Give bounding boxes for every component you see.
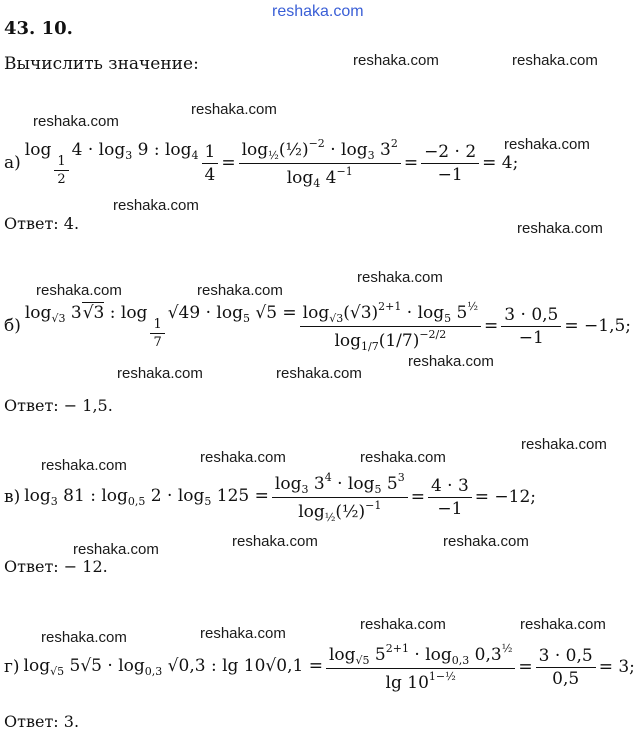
watermark: reshaka.com xyxy=(41,457,127,474)
answer-d: Ответ: 3. xyxy=(4,712,80,731)
watermark-top: reshaka.com xyxy=(272,3,364,20)
watermark: reshaka.com xyxy=(360,449,446,466)
watermark: reshaka.com xyxy=(33,113,119,130)
watermark: reshaka.com xyxy=(353,52,439,69)
watermark: reshaka.com xyxy=(36,282,122,299)
watermark: reshaka.com xyxy=(197,282,283,299)
watermark: reshaka.com xyxy=(200,449,286,466)
watermark: reshaka.com xyxy=(521,436,607,453)
answer-c: Ответ: − 12. xyxy=(4,557,108,576)
equation-b-label: б) xyxy=(4,316,21,336)
watermark: reshaka.com xyxy=(517,220,603,237)
watermark: reshaka.com xyxy=(232,533,318,550)
watermark: reshaka.com xyxy=(360,616,446,633)
equation-d: г) $\log_{√5} 5√5 \cdot \log_{0,3} √0,3$ : lg 10√0,1 = $\frac{\log_{√5} 5^{2+1} \cdot \log_{0,3} 0,3^{\frac{1}{2}}}{\lg 10^{1-\frac{1}{2}}}$ = $\frac{3 \cdot 0,5}{0,5}$ = 3; xyxy=(4,641,635,693)
answer-b: Ответ: − 1,5. xyxy=(4,396,113,415)
watermark: reshaka.com xyxy=(191,101,277,118)
watermark: reshaka.com xyxy=(276,365,362,382)
watermark: reshaka.com xyxy=(520,616,606,633)
watermark: reshaka.com xyxy=(113,197,199,214)
watermark: reshaka.com xyxy=(504,136,590,153)
watermark: reshaka.com xyxy=(408,353,494,370)
task-statement: Вычислить значение: xyxy=(4,54,199,74)
watermark: reshaka.com xyxy=(41,629,127,646)
watermark: reshaka.com xyxy=(200,625,286,642)
watermark: reshaka.com xyxy=(73,541,159,558)
watermark: reshaka.com xyxy=(117,365,203,382)
exercise-number: 43. 10. xyxy=(4,18,73,39)
watermark: reshaka.com xyxy=(512,52,598,69)
equation-b: б) $\log_{√3} 3√3$ : log $\frac{1}{7}$ $√49 \cdot \log_5 √5$ = $\frac{\log_{√3}(√3)^{2+1} \cdot \log_5 5^{\frac{1}{2}}}{\log_{1/7}(1/7)^{-2/2}}$ = $\frac{3 \cdot 0,5}{-1}$ = −1,5; xyxy=(4,299,632,353)
watermark: reshaka.com xyxy=(357,269,443,286)
equation-d-label: г) xyxy=(4,657,20,677)
equation-a: а) log $\frac{1}{2}$ $4 \cdot \log_3 9$ : $\log_4$ $\frac{1}{4}$ = $\frac{\log_{\frac{1}{2}}(\frac{1}{2})^{-2} \cdot \log_3 3^2}{\log_4 4^{-1}}$ = $\frac{-2 \cdot 2}{-1}$ = 4; xyxy=(4,136,519,190)
answer-a: Ответ: 4. xyxy=(4,214,80,233)
equation-c-label: в) xyxy=(4,487,21,507)
equation-a-label: а) xyxy=(4,153,21,173)
equation-c: в) $\log_3 81$ : $\log_{0,5} 2 \cdot \log_5 125$ = $\frac{\log_3 3^4 \cdot \log_5 5^3}{\log_{\frac{1}{2}}(\frac{1}{2})^{-1}}$ = $\frac{4 \cdot 3}{-1}$ = −12; xyxy=(4,470,537,524)
watermark: reshaka.com xyxy=(443,533,529,550)
